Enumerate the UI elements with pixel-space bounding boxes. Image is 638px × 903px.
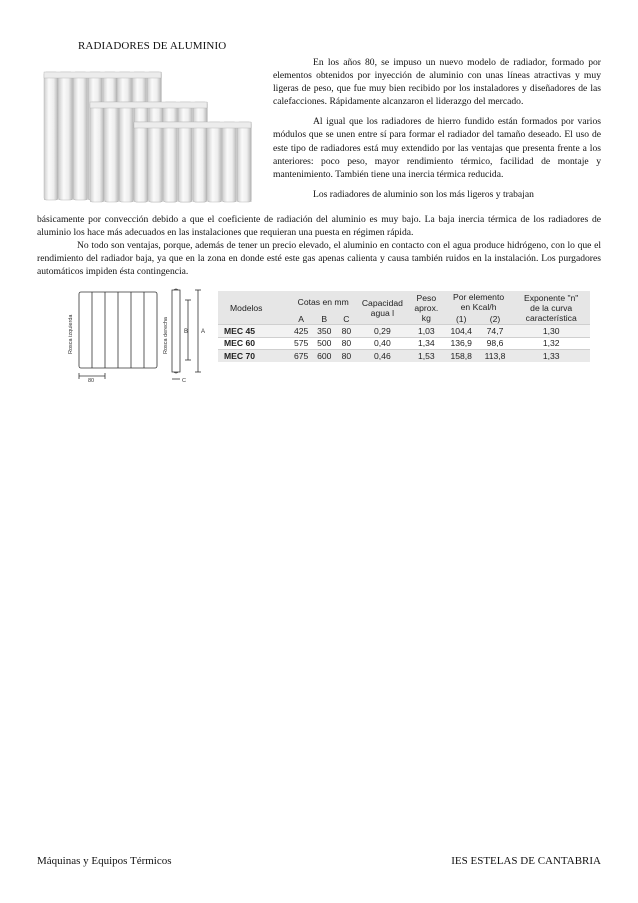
dimension-80-label: 80 [88, 378, 95, 383]
header-exponente-line2: de la curva [530, 302, 573, 313]
radiator-fin [178, 122, 192, 202]
header-peso [408, 291, 445, 325]
header-kcal-2: (2) [489, 313, 501, 324]
radiator-fin [90, 102, 104, 202]
paragraph: Los radiadores de aluminio son los más ligeros y trabajan [313, 188, 534, 200]
header-capacidad-line2: agua l [370, 307, 395, 318]
radiators-photo [38, 60, 268, 208]
table-row [218, 337, 590, 350]
cell-c: 80 [336, 325, 357, 338]
cell-kcal-1: 136,9 [445, 337, 478, 350]
header-modelos: Modelos [230, 302, 263, 313]
cell-peso: 1,03 [408, 325, 445, 338]
radiator-fin [164, 122, 178, 202]
cell-kcal-1: 104,4 [445, 325, 478, 338]
cell-model: MEC 60 [218, 337, 290, 350]
header-b: B [321, 313, 328, 324]
header-cotas: Cotas en mm [297, 297, 349, 307]
cell-kcal-2: 113,8 [478, 350, 513, 362]
radiator-drawing [57, 288, 212, 383]
radiator-spec-table [218, 291, 590, 362]
radiator-fin [208, 122, 222, 202]
paragraph: Al igual que los radiadores de hierro fundido están formados por varios módulos que se unen entre sí para formar el radiador del tamaño deseado. El uso de este tipo de radiadores está muy extendido por las ventajas que presenta frente a los anteriores: poco peso, mayor rendimiento térmico, facilidad de montaje y mantenimiento. También tiene una inercia térmica reducida. [273, 116, 601, 180]
cell-c: 80 [336, 337, 357, 350]
cell-a: 575 [290, 337, 313, 350]
header-exponente-line1: Exponente "n" [524, 292, 579, 303]
dimension-b-label: B [184, 329, 189, 335]
rosca-izquierda-label: Rosca izquierda [68, 314, 74, 354]
header-capacidad-line1: Capacidad [361, 297, 403, 308]
cell-a: 675 [290, 350, 313, 362]
header-capacidad [357, 291, 408, 325]
cell-kcal-1: 158,8 [445, 350, 478, 362]
radiator-fin [134, 122, 148, 202]
footer-school: IES ESTELAS DE CANTABRIA [451, 855, 601, 867]
cell-capacidad: 0,29 [357, 325, 408, 338]
dimension-c-label: C [182, 378, 186, 383]
cell-exponente: 1,33 [512, 350, 590, 362]
paragraph: No todo son ventajas, porque, además de tener un precio elevado, el aluminio en contacto con el agua produce hidrógeno, con lo que el rendimiento del radiador baja, ya que en la zona en donde esté este gas apenas calienta y causa también ruidos en la instalación. Los purgadores automáticos impiden ésta contingencia. [37, 240, 601, 278]
full-width-text [37, 213, 601, 278]
right-column-text [273, 56, 601, 201]
cell-a: 425 [290, 325, 313, 338]
cell-peso: 1,53 [408, 350, 445, 362]
header-a: A [298, 313, 304, 324]
cell-kcal-2: 74,7 [478, 325, 513, 338]
header-exponente [512, 291, 590, 325]
section-heading: RADIADORES DE ALUMINIO [78, 40, 227, 52]
cell-model: MEC 45 [218, 325, 290, 338]
radiator-fin [120, 102, 134, 202]
cell-exponente: 1,30 [512, 325, 590, 338]
radiator-fin [59, 72, 73, 200]
radiator-fin [74, 72, 88, 200]
radiator-fin [237, 122, 251, 202]
header-exponente-line3: característica [525, 312, 577, 323]
table-row [218, 350, 590, 362]
cell-c: 80 [336, 350, 357, 362]
radiator-top-cap [134, 122, 251, 128]
paragraph: En los años 80, se impuso un nuevo modelo de radiador, formado por elementos obtenidos por inyección de aluminio con unas líneas atractivas y muy ligeras de peso, que fue muy bien recibido por los instaladores y diseñadores de las calefacciones. Rápidamente alcanzaron el liderazgo del mercado. [273, 57, 601, 108]
cell-model: MEC 70 [218, 350, 290, 362]
radiator-small [134, 122, 252, 202]
cell-capacidad: 0,40 [357, 337, 408, 350]
header-por-elemento-line2: en Kcal/h [460, 302, 497, 312]
header-c: C [343, 313, 350, 324]
cell-exponente: 1,32 [512, 337, 590, 350]
header-por-elemento-line1: Por elemento [453, 292, 505, 302]
cell-b: 600 [313, 350, 336, 362]
radiator-top-cap [90, 102, 207, 108]
dimension-a-label: A [201, 329, 206, 335]
radiator-fin [223, 122, 237, 202]
header-por-elemento [445, 291, 513, 313]
radiator-fin [193, 122, 207, 202]
header-peso-line3: kg [421, 312, 431, 323]
radiator-fin [105, 102, 119, 202]
cell-kcal-2: 98,6 [478, 337, 513, 350]
radiator-fin [149, 122, 163, 202]
radiator-top-cap [44, 72, 161, 78]
cell-capacidad: 0,46 [357, 350, 408, 362]
table-row [218, 325, 590, 338]
radiator-fin [44, 72, 58, 200]
cell-b: 350 [313, 325, 336, 338]
cell-b: 500 [313, 337, 336, 350]
header-peso-line1: Peso [416, 292, 437, 303]
footer-course: Máquinas y Equipos Térmicos [37, 855, 172, 867]
paragraph: básicamente por convección debido a que el coeficiente de radiación del aluminio es muy bajo. La baja inercia térmica de los radiadores de aluminio los hace más adecuados en las instalaciones que requieran una puesta en régimen rápida. [37, 214, 601, 239]
header-kcal-1: (1) [455, 313, 467, 324]
rosca-derecha-label: Rosca derecha [163, 317, 169, 354]
header-peso-line2: aprox. [414, 302, 439, 313]
cell-peso: 1,34 [408, 337, 445, 350]
